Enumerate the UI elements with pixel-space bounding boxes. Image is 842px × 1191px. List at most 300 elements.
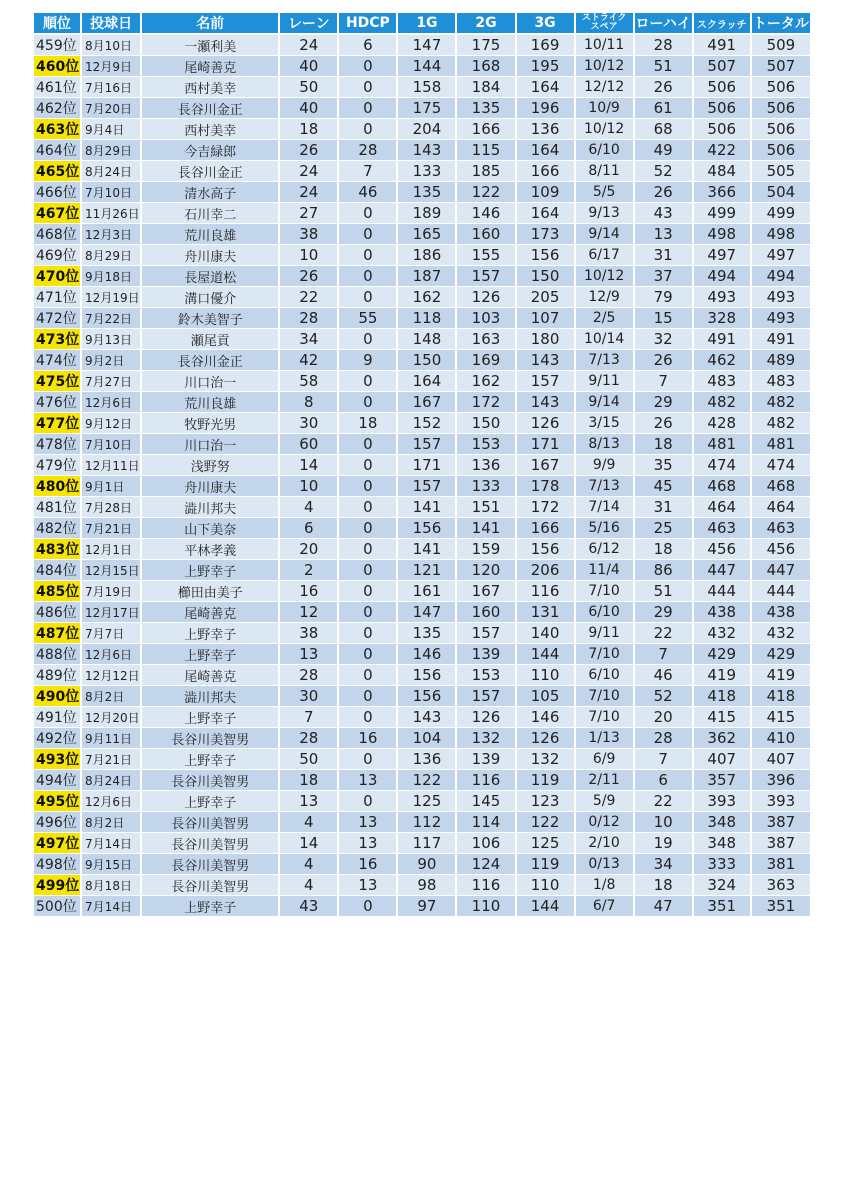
hdcp-cell: 0 [339, 896, 396, 917]
lowhigh-cell: 32 [635, 329, 692, 350]
lowhigh-cell: 47 [635, 896, 692, 917]
scratch-cell: 428 [694, 413, 750, 434]
name-cell: 長谷川美智男 [142, 833, 278, 854]
strike-spare-cell: 10/12 [576, 266, 633, 287]
game2-cell: 155 [457, 245, 514, 266]
hdcp-cell: 0 [339, 686, 396, 707]
strike-spare-cell: 2/11 [576, 770, 633, 791]
name-cell: 長谷川美智男 [142, 875, 278, 896]
table-row [34, 539, 810, 560]
date-cell: 9月2日 [82, 350, 140, 371]
lowhigh-cell: 18 [635, 434, 692, 455]
strike-spare-cell: 7/14 [576, 497, 633, 518]
header-total: トータル [752, 12, 810, 35]
table-row [34, 35, 810, 56]
header-game2: 2G [457, 12, 514, 35]
total-cell: 410 [752, 728, 810, 749]
game1-cell: 187 [398, 266, 455, 287]
hdcp-cell: 0 [339, 455, 396, 476]
game3-cell: 107 [517, 308, 574, 329]
scratch-cell: 447 [694, 560, 750, 581]
lane-cell: 38 [280, 623, 337, 644]
lane-cell: 30 [280, 686, 337, 707]
hdcp-cell: 0 [339, 434, 396, 455]
name-cell: 瀬尾貢 [142, 329, 278, 350]
header-row [34, 12, 810, 35]
game3-cell: 157 [517, 371, 574, 392]
rank-cell: 478位 [34, 434, 80, 455]
total-cell: 396 [752, 770, 810, 791]
game1-cell: 156 [398, 518, 455, 539]
game2-cell: 122 [457, 182, 514, 203]
header-game3: 3G [517, 12, 574, 35]
name-cell: 平林孝義 [142, 539, 278, 560]
game1-cell: 162 [398, 287, 455, 308]
hdcp-cell: 0 [339, 518, 396, 539]
header-strike-label: ストライク [581, 13, 627, 23]
strike-spare-cell: 7/10 [576, 581, 633, 602]
lane-cell: 58 [280, 371, 337, 392]
lane-cell: 18 [280, 770, 337, 791]
game3-cell: 169 [517, 35, 574, 56]
total-cell: 444 [752, 581, 810, 602]
lane-cell: 12 [280, 602, 337, 623]
scratch-cell: 348 [694, 833, 750, 854]
rank-cell: 461位 [34, 77, 80, 98]
lane-cell: 6 [280, 518, 337, 539]
table-row [34, 875, 810, 896]
scratch-cell: 482 [694, 392, 750, 413]
game2-cell: 169 [457, 350, 514, 371]
hdcp-cell: 0 [339, 56, 396, 77]
game1-cell: 133 [398, 161, 455, 182]
lowhigh-cell: 29 [635, 602, 692, 623]
game2-cell: 160 [457, 602, 514, 623]
scratch-cell: 432 [694, 623, 750, 644]
table-row [34, 413, 810, 434]
lane-cell: 28 [280, 308, 337, 329]
game3-cell: 173 [517, 224, 574, 245]
scratch-cell: 348 [694, 812, 750, 833]
rank-cell: 499位 [34, 875, 80, 896]
game3-cell: 150 [517, 266, 574, 287]
lowhigh-cell: 51 [635, 581, 692, 602]
date-cell: 12月3日 [82, 224, 140, 245]
hdcp-cell: 0 [339, 791, 396, 812]
total-cell: 363 [752, 875, 810, 896]
rank-cell: 471位 [34, 287, 80, 308]
header-rank: 順位 [34, 12, 80, 35]
date-cell: 9月18日 [82, 266, 140, 287]
strike-spare-cell: 2/10 [576, 833, 633, 854]
game3-cell: 131 [517, 602, 574, 623]
game2-cell: 184 [457, 77, 514, 98]
game3-cell: 166 [517, 518, 574, 539]
lowhigh-cell: 37 [635, 266, 692, 287]
strike-spare-cell: 0/13 [576, 854, 633, 875]
hdcp-cell: 9 [339, 350, 396, 371]
scratch-cell: 429 [694, 644, 750, 665]
scratch-cell: 491 [694, 35, 750, 56]
game3-cell: 156 [517, 245, 574, 266]
game2-cell: 124 [457, 854, 514, 875]
rank-cell: 462位 [34, 98, 80, 119]
total-cell: 489 [752, 350, 810, 371]
game1-cell: 147 [398, 602, 455, 623]
rank-cell: 477位 [34, 413, 80, 434]
rank-cell: 481位 [34, 497, 80, 518]
game2-cell: 151 [457, 497, 514, 518]
lowhigh-cell: 31 [635, 497, 692, 518]
strike-spare-cell: 9/14 [576, 392, 633, 413]
game1-cell: 122 [398, 770, 455, 791]
lane-cell: 14 [280, 833, 337, 854]
total-cell: 393 [752, 791, 810, 812]
strike-spare-cell: 9/9 [576, 455, 633, 476]
lowhigh-cell: 7 [635, 644, 692, 665]
game1-cell: 143 [398, 707, 455, 728]
date-cell: 7月27日 [82, 371, 140, 392]
total-cell: 498 [752, 224, 810, 245]
name-cell: 山下美奈 [142, 518, 278, 539]
lane-cell: 60 [280, 434, 337, 455]
date-cell: 7月10日 [82, 434, 140, 455]
table-row [34, 119, 810, 140]
game2-cell: 116 [457, 875, 514, 896]
name-cell: 上野幸子 [142, 896, 278, 917]
lane-cell: 50 [280, 77, 337, 98]
rank-cell: 472位 [34, 308, 80, 329]
rank-cell: 488位 [34, 644, 80, 665]
name-cell: 長谷川金正 [142, 98, 278, 119]
game2-cell: 141 [457, 518, 514, 539]
lowhigh-cell: 13 [635, 224, 692, 245]
name-cell: 長屋道松 [142, 266, 278, 287]
strike-spare-cell: 5/9 [576, 791, 633, 812]
name-cell: 長谷川金正 [142, 161, 278, 182]
date-cell: 9月13日 [82, 329, 140, 350]
strike-spare-cell: 12/12 [576, 77, 633, 98]
name-cell: 西村美幸 [142, 119, 278, 140]
date-cell: 12月9日 [82, 56, 140, 77]
table-row [34, 329, 810, 350]
lane-cell: 18 [280, 119, 337, 140]
scratch-cell: 498 [694, 224, 750, 245]
table-row [34, 833, 810, 854]
game3-cell: 164 [517, 203, 574, 224]
table-row [34, 350, 810, 371]
scratch-cell: 499 [694, 203, 750, 224]
strike-spare-cell: 6/10 [576, 140, 633, 161]
total-cell: 504 [752, 182, 810, 203]
name-cell: 舟川康夫 [142, 476, 278, 497]
date-cell: 12月11日 [82, 455, 140, 476]
game1-cell: 118 [398, 308, 455, 329]
scratch-cell: 351 [694, 896, 750, 917]
name-cell: 澁川邦夫 [142, 686, 278, 707]
total-cell: 506 [752, 119, 810, 140]
game2-cell: 116 [457, 770, 514, 791]
header-strike-spare [576, 12, 633, 35]
game1-cell: 171 [398, 455, 455, 476]
game1-cell: 125 [398, 791, 455, 812]
total-cell: 481 [752, 434, 810, 455]
total-cell: 494 [752, 266, 810, 287]
lowhigh-cell: 26 [635, 182, 692, 203]
date-cell: 8月29日 [82, 140, 140, 161]
scratch-cell: 491 [694, 329, 750, 350]
game2-cell: 115 [457, 140, 514, 161]
lane-cell: 27 [280, 203, 337, 224]
lane-cell: 7 [280, 707, 337, 728]
name-cell: 長谷川美智男 [142, 770, 278, 791]
strike-spare-cell: 7/13 [576, 350, 633, 371]
game2-cell: 159 [457, 539, 514, 560]
strike-spare-cell: 7/10 [576, 644, 633, 665]
strike-spare-cell: 10/9 [576, 98, 633, 119]
lowhigh-cell: 26 [635, 413, 692, 434]
hdcp-cell: 16 [339, 728, 396, 749]
lane-cell: 10 [280, 245, 337, 266]
total-cell: 407 [752, 749, 810, 770]
rank-cell: 464位 [34, 140, 80, 161]
total-cell: 418 [752, 686, 810, 707]
hdcp-cell: 0 [339, 644, 396, 665]
rank-cell: 467位 [34, 203, 80, 224]
lowhigh-cell: 10 [635, 812, 692, 833]
game2-cell: 120 [457, 560, 514, 581]
name-cell: 長谷川美智男 [142, 812, 278, 833]
rank-cell: 497位 [34, 833, 80, 854]
date-cell: 9月4日 [82, 119, 140, 140]
total-cell: 506 [752, 98, 810, 119]
lowhigh-cell: 28 [635, 728, 692, 749]
hdcp-cell: 0 [339, 665, 396, 686]
scratch-cell: 366 [694, 182, 750, 203]
game3-cell: 171 [517, 434, 574, 455]
date-cell: 12月6日 [82, 392, 140, 413]
rank-cell: 491位 [34, 707, 80, 728]
game3-cell: 110 [517, 875, 574, 896]
date-cell: 7月16日 [82, 77, 140, 98]
date-cell: 7月7日 [82, 623, 140, 644]
total-cell: 438 [752, 602, 810, 623]
name-cell: 上野幸子 [142, 644, 278, 665]
game2-cell: 172 [457, 392, 514, 413]
game1-cell: 204 [398, 119, 455, 140]
game1-cell: 164 [398, 371, 455, 392]
name-cell: 上野幸子 [142, 707, 278, 728]
hdcp-cell: 0 [339, 224, 396, 245]
rank-cell: 460位 [34, 56, 80, 77]
table-row [34, 707, 810, 728]
lane-cell: 38 [280, 224, 337, 245]
strike-spare-cell: 10/14 [576, 329, 633, 350]
rank-cell: 487位 [34, 623, 80, 644]
scratch-cell: 422 [694, 140, 750, 161]
date-cell: 11月26日 [82, 203, 140, 224]
game2-cell: 162 [457, 371, 514, 392]
game3-cell: 146 [517, 707, 574, 728]
rank-cell: 479位 [34, 455, 80, 476]
strike-spare-cell: 5/5 [576, 182, 633, 203]
hdcp-cell: 0 [339, 203, 396, 224]
name-cell: 清水高子 [142, 182, 278, 203]
hdcp-cell: 13 [339, 770, 396, 791]
lowhigh-cell: 29 [635, 392, 692, 413]
hdcp-cell: 13 [339, 833, 396, 854]
lane-cell: 34 [280, 329, 337, 350]
game3-cell: 178 [517, 476, 574, 497]
total-cell: 497 [752, 245, 810, 266]
game1-cell: 156 [398, 686, 455, 707]
table-row [34, 497, 810, 518]
game3-cell: 164 [517, 77, 574, 98]
game1-cell: 135 [398, 623, 455, 644]
table-row [34, 392, 810, 413]
game1-cell: 135 [398, 182, 455, 203]
lowhigh-cell: 28 [635, 35, 692, 56]
header-name: 名前 [142, 12, 278, 35]
name-cell: 櫛田由美子 [142, 581, 278, 602]
game1-cell: 161 [398, 581, 455, 602]
game2-cell: 126 [457, 707, 514, 728]
strike-spare-cell: 6/9 [576, 749, 633, 770]
date-cell: 9月15日 [82, 854, 140, 875]
strike-spare-cell: 1/13 [576, 728, 633, 749]
rank-cell: 494位 [34, 770, 80, 791]
rank-cell: 463位 [34, 119, 80, 140]
lane-cell: 28 [280, 728, 337, 749]
strike-spare-cell: 7/10 [576, 686, 633, 707]
date-cell: 7月14日 [82, 833, 140, 854]
date-cell: 12月6日 [82, 791, 140, 812]
table-row [34, 728, 810, 749]
date-cell: 8月18日 [82, 875, 140, 896]
scratch-cell: 507 [694, 56, 750, 77]
strike-spare-cell: 2/5 [576, 308, 633, 329]
table-row [34, 371, 810, 392]
game3-cell: 132 [517, 749, 574, 770]
date-cell: 8月2日 [82, 812, 140, 833]
lowhigh-cell: 20 [635, 707, 692, 728]
name-cell: 長谷川金正 [142, 350, 278, 371]
rank-cell: 486位 [34, 602, 80, 623]
strike-spare-cell: 9/13 [576, 203, 633, 224]
game1-cell: 152 [398, 413, 455, 434]
scratch-cell: 506 [694, 98, 750, 119]
lane-cell: 2 [280, 560, 337, 581]
lane-cell: 10 [280, 476, 337, 497]
hdcp-cell: 0 [339, 392, 396, 413]
total-cell: 463 [752, 518, 810, 539]
hdcp-cell: 0 [339, 329, 396, 350]
name-cell: 荒川良雄 [142, 392, 278, 413]
date-cell: 7月28日 [82, 497, 140, 518]
table-row [34, 434, 810, 455]
scratch-cell: 497 [694, 245, 750, 266]
lane-cell: 30 [280, 413, 337, 434]
scratch-cell: 438 [694, 602, 750, 623]
lowhigh-cell: 45 [635, 476, 692, 497]
strike-spare-cell: 11/4 [576, 560, 633, 581]
game3-cell: 110 [517, 665, 574, 686]
game1-cell: 150 [398, 350, 455, 371]
lowhigh-cell: 22 [635, 623, 692, 644]
hdcp-cell: 0 [339, 119, 396, 140]
game2-cell: 157 [457, 686, 514, 707]
header-date: 投球日 [82, 12, 140, 35]
strike-spare-cell: 1/8 [576, 875, 633, 896]
game2-cell: 167 [457, 581, 514, 602]
hdcp-cell: 0 [339, 287, 396, 308]
total-cell: 506 [752, 140, 810, 161]
game1-cell: 90 [398, 854, 455, 875]
game3-cell: 109 [517, 182, 574, 203]
game3-cell: 144 [517, 896, 574, 917]
game2-cell: 110 [457, 896, 514, 917]
game3-cell: 144 [517, 644, 574, 665]
name-cell: 鈴木美智子 [142, 308, 278, 329]
game3-cell: 164 [517, 140, 574, 161]
game1-cell: 97 [398, 896, 455, 917]
hdcp-cell: 55 [339, 308, 396, 329]
game2-cell: 132 [457, 728, 514, 749]
lane-cell: 13 [280, 644, 337, 665]
total-cell: 447 [752, 560, 810, 581]
lowhigh-cell: 86 [635, 560, 692, 581]
table-row [34, 476, 810, 497]
hdcp-cell: 0 [339, 497, 396, 518]
game3-cell: 125 [517, 833, 574, 854]
hdcp-cell: 0 [339, 749, 396, 770]
table-row [34, 749, 810, 770]
total-cell: 506 [752, 77, 810, 98]
table-row [34, 644, 810, 665]
lane-cell: 4 [280, 875, 337, 896]
table-row [34, 623, 810, 644]
scratch-cell: 462 [694, 350, 750, 371]
date-cell: 8月24日 [82, 161, 140, 182]
rank-cell: 469位 [34, 245, 80, 266]
lowhigh-cell: 31 [635, 245, 692, 266]
lowhigh-cell: 22 [635, 791, 692, 812]
lane-cell: 24 [280, 182, 337, 203]
rank-cell: 466位 [34, 182, 80, 203]
date-cell: 9月11日 [82, 728, 140, 749]
table-row [34, 245, 810, 266]
table-row [34, 56, 810, 77]
scratch-cell: 506 [694, 77, 750, 98]
name-cell: 西村美幸 [142, 77, 278, 98]
rank-cell: 493位 [34, 749, 80, 770]
name-cell: 牧野光男 [142, 413, 278, 434]
lane-cell: 14 [280, 455, 337, 476]
game3-cell: 140 [517, 623, 574, 644]
lane-cell: 26 [280, 140, 337, 161]
game1-cell: 156 [398, 665, 455, 686]
game2-cell: 157 [457, 623, 514, 644]
scratch-cell: 456 [694, 539, 750, 560]
scratch-cell: 481 [694, 434, 750, 455]
lowhigh-cell: 46 [635, 665, 692, 686]
lane-cell: 8 [280, 392, 337, 413]
hdcp-cell: 0 [339, 371, 396, 392]
scratch-cell: 484 [694, 161, 750, 182]
scratch-cell: 393 [694, 791, 750, 812]
game3-cell: 156 [517, 539, 574, 560]
strike-spare-cell: 0/12 [576, 812, 633, 833]
